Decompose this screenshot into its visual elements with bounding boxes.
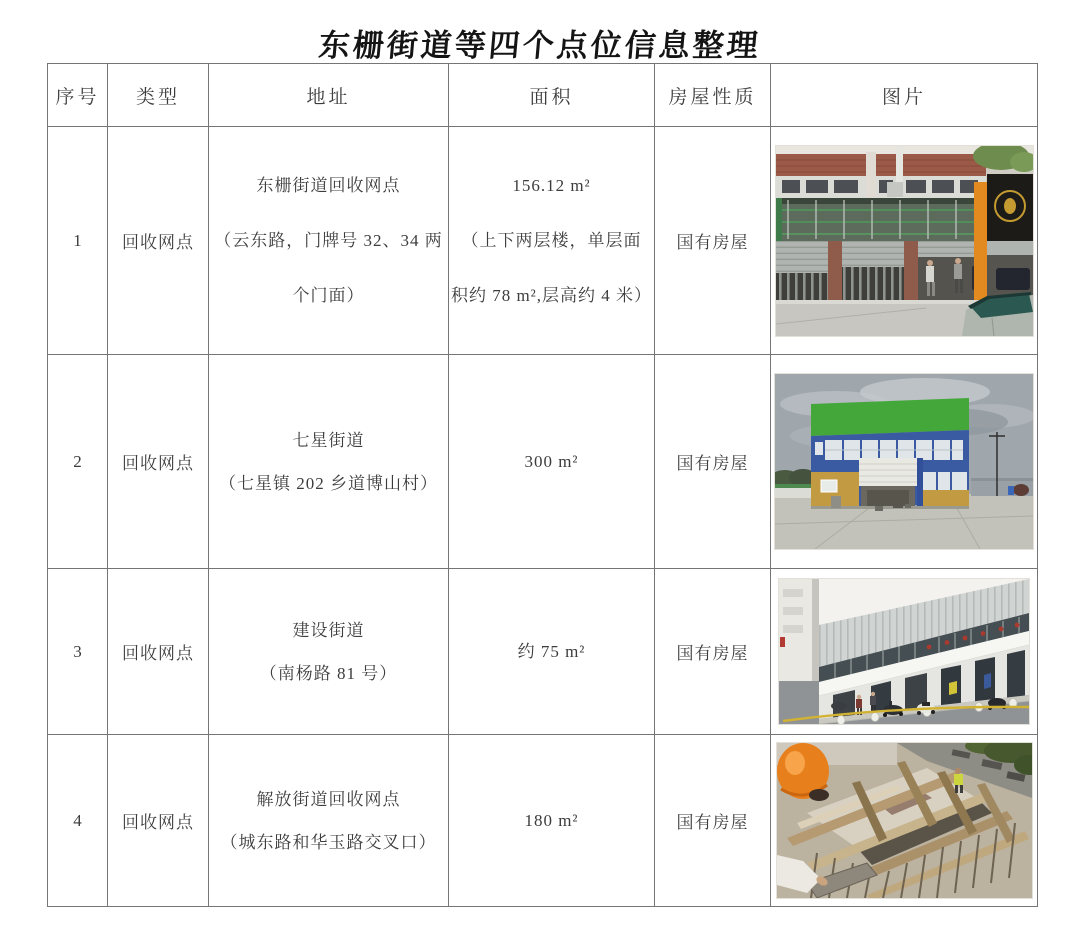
photo-storefront-renovation bbox=[775, 145, 1034, 337]
area-line: 180 m² bbox=[524, 811, 579, 830]
area-lines bbox=[449, 158, 654, 323]
row1-property-cell: 国有房屋 bbox=[655, 127, 771, 355]
row3-no-cell: 3 bbox=[48, 569, 108, 735]
area-line: 积约 78 m²,层高约 4 米） bbox=[450, 286, 653, 305]
address-line: （城东路和华玉路交叉口） bbox=[220, 832, 437, 852]
col-header-no: 序号 bbox=[48, 64, 108, 127]
row2-photo-cell bbox=[771, 355, 1038, 569]
row4-no-cell: 4 bbox=[48, 735, 108, 907]
col-header-property: 房屋性质 bbox=[655, 64, 771, 127]
row4-area-cell bbox=[449, 735, 655, 907]
address-line: （云东路，门牌号 32、34 两 bbox=[214, 231, 443, 250]
address-line: 东栅街道回收网点 bbox=[256, 176, 401, 195]
row4-property-cell: 国有房屋 bbox=[655, 735, 771, 907]
address-lines bbox=[209, 419, 448, 505]
address-line: 解放街道回收网点 bbox=[256, 789, 401, 809]
col-header-photo: 图片 bbox=[771, 64, 1038, 127]
area-line: 约 75 m² bbox=[517, 642, 586, 661]
row1-no-cell: 1 bbox=[48, 127, 108, 355]
photo-frame bbox=[771, 742, 1037, 899]
row1-photo-cell bbox=[771, 127, 1038, 355]
address-line: 七星街道 bbox=[292, 430, 365, 450]
row3-address-cell bbox=[209, 569, 449, 735]
row3-photo-cell bbox=[771, 569, 1038, 735]
address-line: 个门面） bbox=[292, 286, 365, 305]
photo-construction-site bbox=[776, 742, 1033, 899]
row3-property-cell: 国有房屋 bbox=[655, 569, 771, 735]
photo-frame bbox=[771, 578, 1037, 725]
area-lines bbox=[449, 440, 654, 483]
photo-frame bbox=[771, 373, 1037, 550]
col-header-area: 面积 bbox=[449, 64, 655, 127]
row2-type-cell: 回收网点 bbox=[108, 355, 209, 569]
row4-type-cell: 回收网点 bbox=[108, 735, 209, 907]
area-line: （上下两层楼，单层面 bbox=[461, 231, 642, 250]
page-title: 东栅街道等四个点位信息整理 bbox=[317, 28, 763, 63]
row2-area-cell bbox=[449, 355, 655, 569]
table-row-4 bbox=[48, 735, 1038, 907]
row2-address-cell bbox=[209, 355, 449, 569]
row4-address-cell bbox=[209, 735, 449, 907]
row4-photo-cell bbox=[771, 735, 1038, 907]
row3-area-cell bbox=[449, 569, 655, 735]
address-lines bbox=[209, 778, 448, 864]
area-lines bbox=[449, 630, 654, 673]
header-row bbox=[48, 64, 1038, 127]
row3-type-cell: 回收网点 bbox=[108, 569, 209, 735]
row1-address-cell bbox=[209, 127, 449, 355]
row1-area-cell bbox=[449, 127, 655, 355]
area-line: 300 m² bbox=[524, 452, 579, 471]
row1-type-cell: 回收网点 bbox=[108, 127, 209, 355]
info-table bbox=[47, 63, 1038, 907]
address-line: 建设街道 bbox=[292, 620, 365, 640]
table-row-2 bbox=[48, 355, 1038, 569]
area-line: 156.12 m² bbox=[512, 176, 591, 195]
area-lines bbox=[449, 799, 654, 842]
photo-white-building-street bbox=[778, 578, 1030, 725]
col-header-type: 类型 bbox=[108, 64, 209, 127]
photo-warehouse-building bbox=[774, 373, 1034, 550]
photo-frame bbox=[771, 145, 1037, 337]
row2-no-cell: 2 bbox=[48, 355, 108, 569]
col-header-address: 地址 bbox=[209, 64, 449, 127]
address-line: （南杨路 81 号） bbox=[259, 663, 398, 683]
table-row-1 bbox=[48, 127, 1038, 355]
address-lines bbox=[209, 158, 448, 323]
address-line: （七星镇 202 乡道博山村） bbox=[219, 473, 438, 493]
table-row-3 bbox=[48, 569, 1038, 735]
row2-property-cell: 国有房屋 bbox=[655, 355, 771, 569]
address-lines bbox=[209, 609, 448, 695]
